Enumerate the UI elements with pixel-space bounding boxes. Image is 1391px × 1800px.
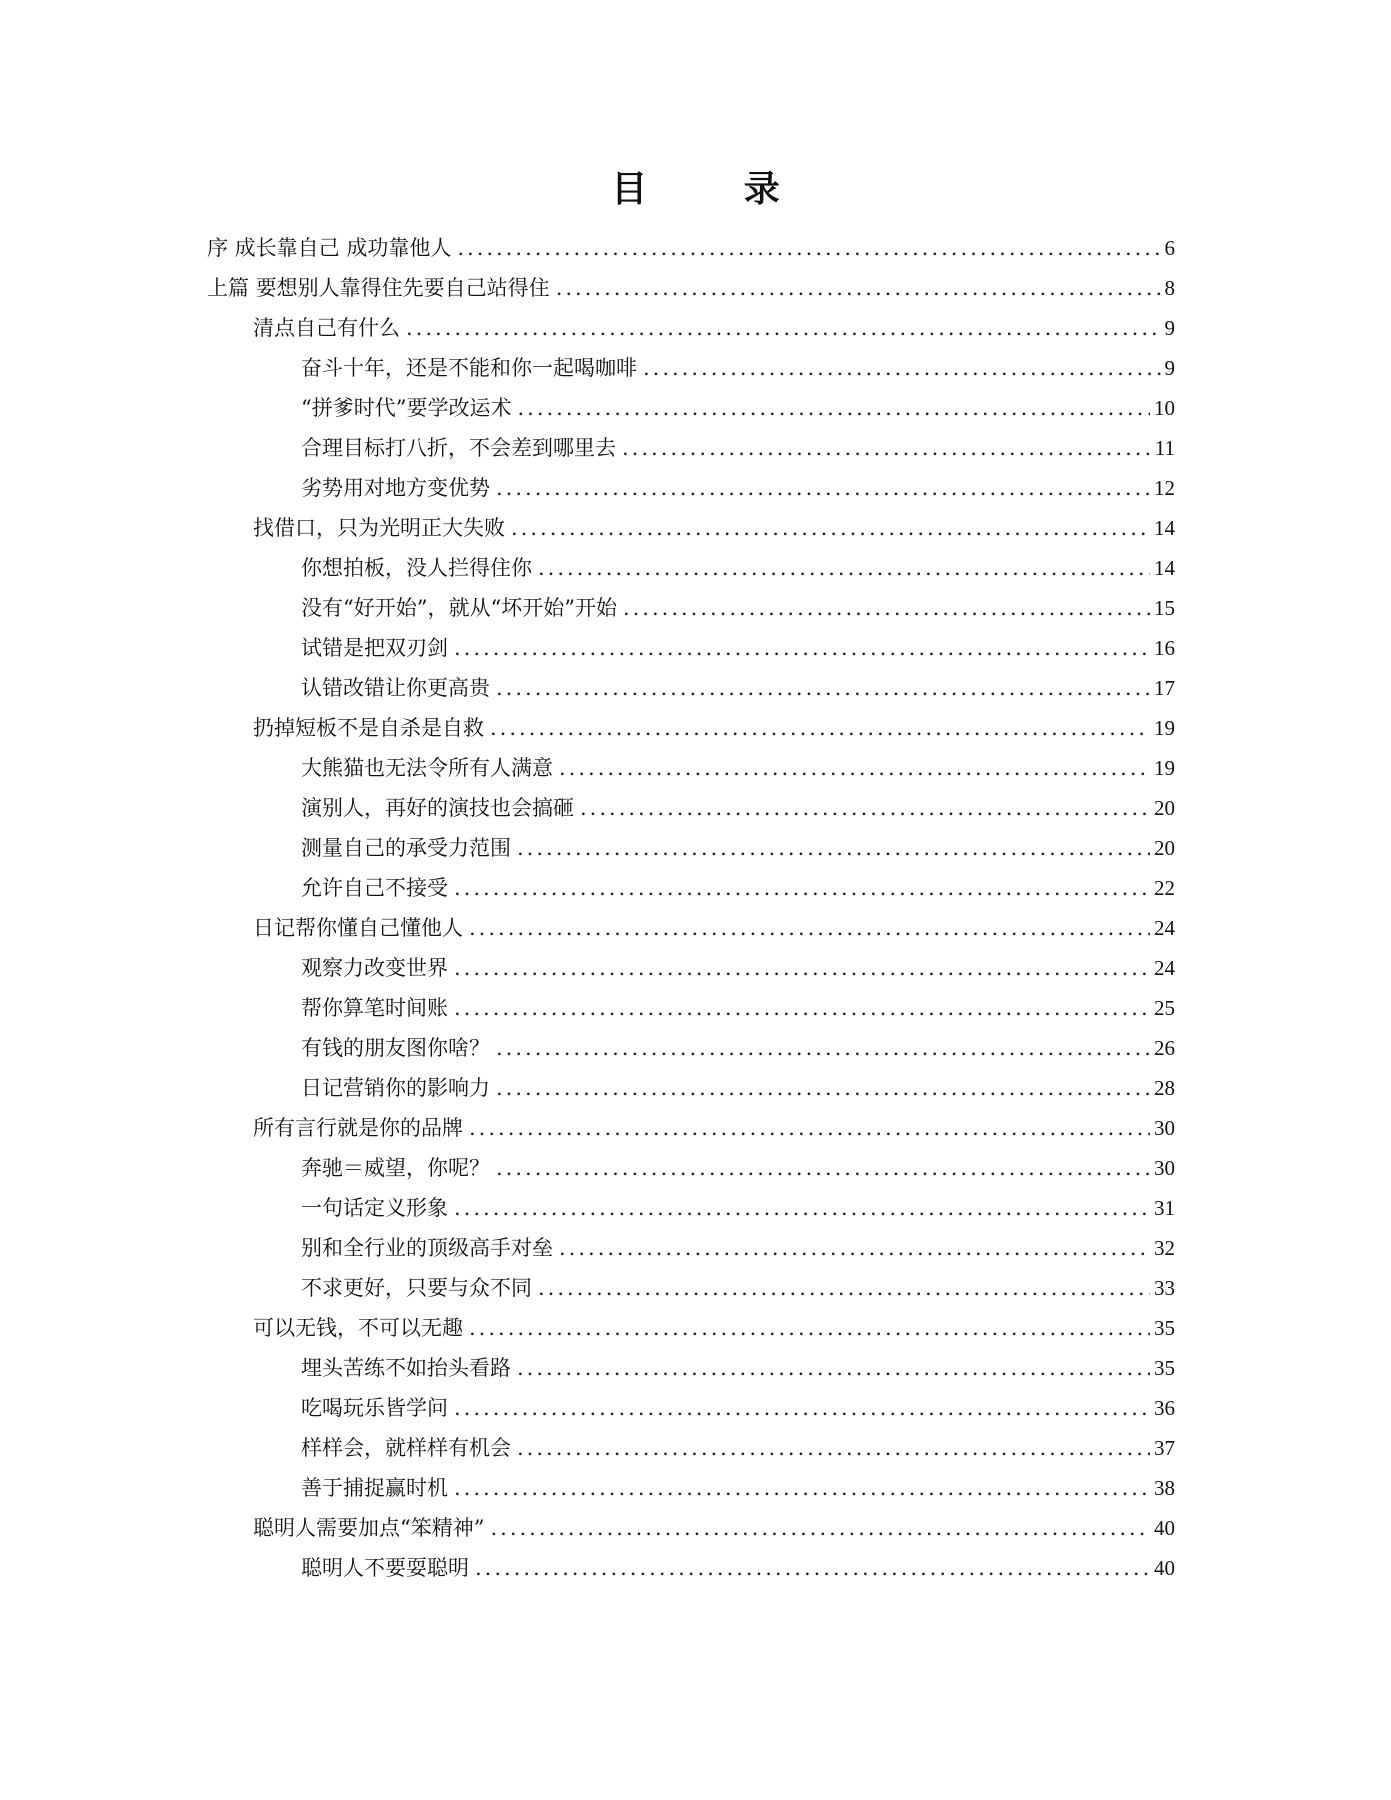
toc-leader-dots (580, 788, 1150, 828)
toc-leader-dots (517, 1348, 1150, 1388)
toc-entry-title: 认错改错让你更高贵 (301, 676, 490, 700)
toc-section-entry (207, 588, 1175, 628)
page-title: 目 录 (611, 169, 822, 210)
toc-page-number: 38 (1154, 1476, 1175, 1500)
toc-entry-title: 大熊猫也无法令所有人满意 (301, 756, 553, 780)
toc-leader-dots (454, 868, 1150, 908)
toc-leader-dots (454, 948, 1150, 988)
toc-page-number: 9 (1164, 356, 1175, 380)
toc-leader-dots (469, 908, 1150, 948)
toc-entry-title: 样样会，就样样有机会 (301, 1436, 511, 1460)
toc-page-number: 20 (1154, 836, 1175, 860)
toc-section-entry (207, 348, 1175, 388)
toc-entry-title: 上篇 要想别人靠得住先要自己站得住 (207, 276, 550, 300)
toc-entry-title: 劣势用对地方变优势 (301, 476, 490, 500)
toc-part-entry (207, 228, 1175, 268)
toc-entry-title: 埋头苦练不如抬头看路 (301, 1356, 511, 1380)
toc-page-number: 26 (1154, 1036, 1175, 1060)
toc-section-entry (207, 868, 1175, 908)
toc-section-entry (207, 1268, 1175, 1308)
toc-leader-dots (511, 508, 1150, 548)
toc-leader-dots (454, 1468, 1150, 1508)
toc-entry-title: 找借口，只为光明正大失败 (253, 516, 505, 540)
toc-page-number: 32 (1154, 1236, 1175, 1260)
toc-entry-title: 你想拍板，没人拦得住你 (301, 556, 532, 580)
table-of-contents (207, 228, 1175, 1588)
toc-section-entry (207, 948, 1175, 988)
toc-page-number: 10 (1154, 396, 1175, 420)
toc-section-entry (207, 1388, 1175, 1428)
toc-chapter-entry (207, 308, 1175, 348)
toc-leader-dots (496, 1068, 1150, 1108)
toc-entry-title: “拼爹时代”要学改运术 (301, 396, 512, 420)
toc-page-number: 37 (1154, 1436, 1175, 1460)
toc-leader-dots (496, 1148, 1150, 1188)
toc-page-number: 15 (1154, 596, 1175, 620)
toc-page-number: 30 (1154, 1156, 1175, 1180)
toc-section-entry (207, 1548, 1175, 1588)
toc-leader-dots (454, 988, 1150, 1028)
toc-chapter-entry (207, 1308, 1175, 1348)
toc-entry-title: 所有言行就是你的品牌 (253, 1116, 463, 1140)
toc-page-number: 40 (1154, 1556, 1175, 1580)
toc-page-number: 17 (1154, 676, 1175, 700)
toc-leader-dots (623, 588, 1150, 628)
toc-page-number: 25 (1154, 996, 1175, 1020)
toc-entry-title: 日记营销你的影响力 (301, 1076, 490, 1100)
toc-page-number: 14 (1154, 516, 1175, 540)
toc-chapter-entry (207, 1508, 1175, 1548)
toc-entry-title: 演别人，再好的演技也会搞砸 (301, 796, 574, 820)
toc-page-number: 30 (1154, 1116, 1175, 1140)
toc-page-number: 36 (1154, 1396, 1175, 1420)
toc-section-entry (207, 1228, 1175, 1268)
toc-leader-dots (559, 748, 1150, 788)
toc-chapter-entry (207, 908, 1175, 948)
toc-leader-dots (622, 428, 1151, 468)
toc-page-number: 24 (1154, 916, 1175, 940)
toc-leader-dots (559, 1228, 1150, 1268)
toc-entry-title: 扔掉短板不是自杀是自救 (253, 716, 484, 740)
toc-entry-title: 序 成长靠自己 成功靠他人 (207, 236, 452, 260)
toc-leader-dots (475, 1548, 1150, 1588)
toc-page-number: 14 (1154, 556, 1175, 580)
toc-leader-dots (538, 548, 1150, 588)
toc-leader-dots (517, 388, 1150, 428)
toc-chapter-entry (207, 508, 1175, 548)
toc-page-number: 35 (1154, 1356, 1175, 1380)
toc-entry-title: 聪明人不要耍聪明 (301, 1556, 469, 1580)
toc-entry-title: 奋斗十年，还是不能和你一起喝咖啡 (301, 356, 637, 380)
toc-page-number: 22 (1154, 876, 1175, 900)
toc-entry-title: 不求更好，只要与众不同 (301, 1276, 532, 1300)
toc-section-entry (207, 548, 1175, 588)
toc-entry-title: 吃喝玩乐皆学问 (301, 1396, 448, 1420)
toc-leader-dots (490, 708, 1150, 748)
toc-leader-dots (454, 1388, 1150, 1428)
toc-section-entry (207, 628, 1175, 668)
toc-section-entry (207, 468, 1175, 508)
toc-page-number: 35 (1154, 1316, 1175, 1340)
toc-chapter-entry (207, 708, 1175, 748)
toc-entry-title: 试错是把双刃剑 (301, 636, 448, 660)
toc-page-number: 16 (1154, 636, 1175, 660)
toc-section-entry (207, 1068, 1175, 1108)
toc-leader-dots (517, 1428, 1150, 1468)
toc-page-number: 33 (1154, 1276, 1175, 1300)
toc-leader-dots (496, 468, 1150, 508)
toc-leader-dots (457, 228, 1160, 268)
toc-leader-dots (406, 308, 1161, 348)
toc-section-entry (207, 388, 1175, 428)
toc-section-entry (207, 1028, 1175, 1068)
toc-entry-title: 聪明人需要加点“笨精神” (253, 1516, 485, 1540)
toc-entry-title: 没有“好开始”，就从“坏开始”开始 (301, 596, 617, 620)
toc-section-entry (207, 748, 1175, 788)
toc-page-number: 31 (1154, 1196, 1175, 1220)
toc-page-number: 28 (1154, 1076, 1175, 1100)
toc-section-entry (207, 1148, 1175, 1188)
toc-leader-dots (556, 268, 1161, 308)
toc-entry-title: 测量自己的承受力范围 (301, 836, 511, 860)
toc-entry-title: 别和全行业的顶级高手对垒 (301, 1236, 553, 1260)
toc-entry-title: 一句话定义形象 (301, 1196, 448, 1220)
toc-leader-dots (454, 628, 1150, 668)
toc-page-number: 9 (1164, 316, 1175, 340)
toc-section-entry (207, 1188, 1175, 1228)
toc-section-entry (207, 1428, 1175, 1468)
toc-entry-title: 奔驰＝威望，你呢？ (301, 1156, 490, 1180)
toc-section-entry (207, 668, 1175, 708)
toc-page-number: 6 (1164, 236, 1175, 260)
toc-section-entry (207, 1348, 1175, 1388)
toc-section-entry (207, 828, 1175, 868)
toc-entry-title: 可以无钱，不可以无趣 (253, 1316, 463, 1340)
toc-page-number: 19 (1154, 756, 1175, 780)
toc-entry-title: 有钱的朋友图你啥？ (301, 1036, 490, 1060)
toc-entry-title: 观察力改变世界 (301, 956, 448, 980)
toc-section-entry (207, 1468, 1175, 1508)
toc-leader-dots (517, 828, 1150, 868)
toc-entry-title: 允许自己不接受 (301, 876, 448, 900)
toc-chapter-entry (207, 1108, 1175, 1148)
toc-section-entry (207, 428, 1175, 468)
toc-leader-dots (490, 1508, 1150, 1548)
toc-section-entry (207, 788, 1175, 828)
toc-leader-dots (469, 1308, 1150, 1348)
toc-leader-dots (469, 1108, 1150, 1148)
toc-section-entry (207, 988, 1175, 1028)
toc-page-number: 8 (1164, 276, 1175, 300)
toc-part-entry (207, 268, 1175, 308)
toc-page-number: 24 (1154, 956, 1175, 980)
toc-page-number: 19 (1154, 716, 1175, 740)
toc-entry-title: 帮你算笔时间账 (301, 996, 448, 1020)
toc-entry-title: 善于捕捉赢时机 (301, 1476, 448, 1500)
toc-leader-dots (496, 668, 1150, 708)
toc-entry-title: 清点自己有什么 (253, 316, 400, 340)
toc-leader-dots (643, 348, 1161, 388)
toc-entry-title: 日记帮你懂自己懂他人 (253, 916, 463, 940)
toc-entry-title: 合理目标打八折，不会差到哪里去 (301, 436, 616, 460)
toc-page-number: 12 (1154, 476, 1175, 500)
toc-page-number: 11 (1154, 436, 1175, 460)
toc-leader-dots (454, 1188, 1150, 1228)
toc-leader-dots (538, 1268, 1150, 1308)
toc-leader-dots (496, 1028, 1150, 1068)
toc-page-number: 40 (1154, 1516, 1175, 1540)
toc-page-number: 20 (1154, 796, 1175, 820)
